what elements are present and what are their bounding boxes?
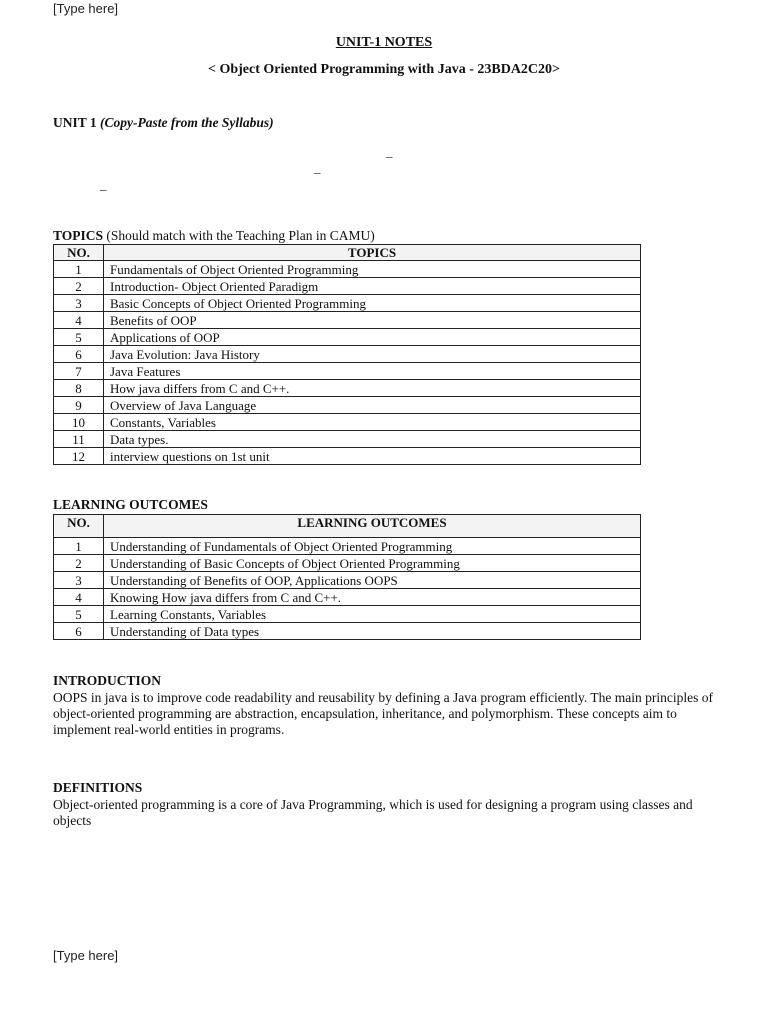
topics-heading-label: TOPICS: [53, 228, 104, 243]
table-row: [54, 431, 641, 448]
outcomes-heading: LEARNING OUTCOMES: [53, 497, 208, 512]
outcomes-table: [53, 514, 641, 640]
table-row: [54, 380, 641, 397]
row-number: 10: [54, 414, 104, 431]
table-row: [54, 448, 641, 465]
unit-note: (Copy-Paste from the Syllabus): [100, 115, 274, 130]
table-row: [54, 606, 641, 623]
table-row: [54, 363, 641, 380]
document-subtitle: < Object Oriented Programming with Java - 23BDA2C20>: [207, 62, 561, 77]
topics-table: [53, 244, 641, 465]
table-row: [54, 623, 641, 640]
column-header-outcomes: LEARNING OUTCOMES: [104, 515, 641, 538]
dash-mark: _: [386, 144, 393, 159]
row-text: Fundamentals of Object Oriented Programming: [104, 261, 641, 278]
row-text: Benefits of OOP: [104, 312, 641, 329]
row-number: 3: [54, 295, 104, 312]
row-text: Data types.: [104, 431, 641, 448]
table-row: [54, 346, 641, 363]
introduction-heading: INTRODUCTION: [53, 673, 162, 688]
definitions-body: Object-oriented programming is a core of Java Programming, which is used for designing a program using classes and objects: [53, 797, 693, 828]
document-title: [0, 35, 768, 51]
table-row: [54, 261, 641, 278]
table-row: [54, 295, 641, 312]
table-row: [54, 414, 641, 431]
row-text: Understanding of Fundamentals of Object Oriented Programming: [104, 538, 641, 555]
row-text: How java differs from C and C++.: [104, 380, 641, 397]
table-row: [54, 278, 641, 295]
row-text: Understanding of Data types: [104, 623, 641, 640]
table-row: [54, 589, 641, 606]
table-row: [54, 312, 641, 329]
row-text: Learning Constants, Variables: [104, 606, 641, 623]
dash-mark: _: [100, 177, 107, 192]
row-number: 5: [54, 329, 104, 346]
row-number: 4: [54, 589, 104, 606]
table-header-row: [54, 515, 641, 538]
table-row: [54, 538, 641, 555]
row-text: Knowing How java differs from C and C++.: [104, 589, 641, 606]
row-text: Introduction- Object Oriented Paradigm: [104, 278, 641, 295]
dash-mark: _: [314, 160, 321, 175]
row-text: Applications of OOP: [104, 329, 641, 346]
table-row: [54, 397, 641, 414]
row-text: Basic Concepts of Object Oriented Programming: [104, 295, 641, 312]
unit-heading: [53, 115, 274, 131]
row-number: 4: [54, 312, 104, 329]
row-text: Understanding of Basic Concepts of Object Oriented Programming: [104, 555, 641, 572]
column-header-no: NO.: [54, 515, 104, 538]
row-text: Overview of Java Language: [104, 397, 641, 414]
row-text: interview questions on 1st unit: [104, 448, 641, 465]
row-number: 6: [54, 623, 104, 640]
row-number: 8: [54, 380, 104, 397]
row-number: 1: [54, 538, 104, 555]
row-text: Java Features: [104, 363, 641, 380]
table-header-row: [54, 245, 641, 261]
table-row: [54, 329, 641, 346]
row-number: 2: [54, 555, 104, 572]
unit-label: UNIT 1: [53, 115, 97, 130]
column-header-no: NO.: [54, 245, 104, 261]
row-number: 11: [54, 431, 104, 448]
table-row: [54, 555, 641, 572]
table-row: [54, 572, 641, 589]
column-header-topics: TOPICS: [104, 245, 641, 261]
row-number: 9: [54, 397, 104, 414]
row-number: 6: [54, 346, 104, 363]
row-number: 12: [54, 448, 104, 465]
row-text: Constants, Variables: [104, 414, 641, 431]
row-text: Java Evolution: Java History: [104, 346, 641, 363]
row-number: 1: [54, 261, 104, 278]
row-number: 7: [54, 363, 104, 380]
topics-heading-note: (Should match with the Teaching Plan in CAMU): [106, 228, 375, 243]
title-text: UNIT-1 NOTES: [335, 35, 433, 50]
topics-heading: [53, 228, 375, 244]
row-number: 5: [54, 606, 104, 623]
row-number: 3: [54, 572, 104, 589]
row-text: Understanding of Benefits of OOP, Applications OOPS: [104, 572, 641, 589]
row-number: 2: [54, 278, 104, 295]
introduction-body: OOPS in java is to improve code readability and reusability by defining a Java program efficiently. The main principles of object-oriented programming are abstraction, encapsulation, inheritance, and polymorphism. These concepts aim to implement real-world entities in programs.: [53, 690, 713, 737]
page-header-placeholder: [Type here]: [53, 1, 119, 16]
definitions-heading: DEFINITIONS: [53, 780, 143, 795]
page-footer-placeholder: [Type here]: [53, 948, 119, 963]
